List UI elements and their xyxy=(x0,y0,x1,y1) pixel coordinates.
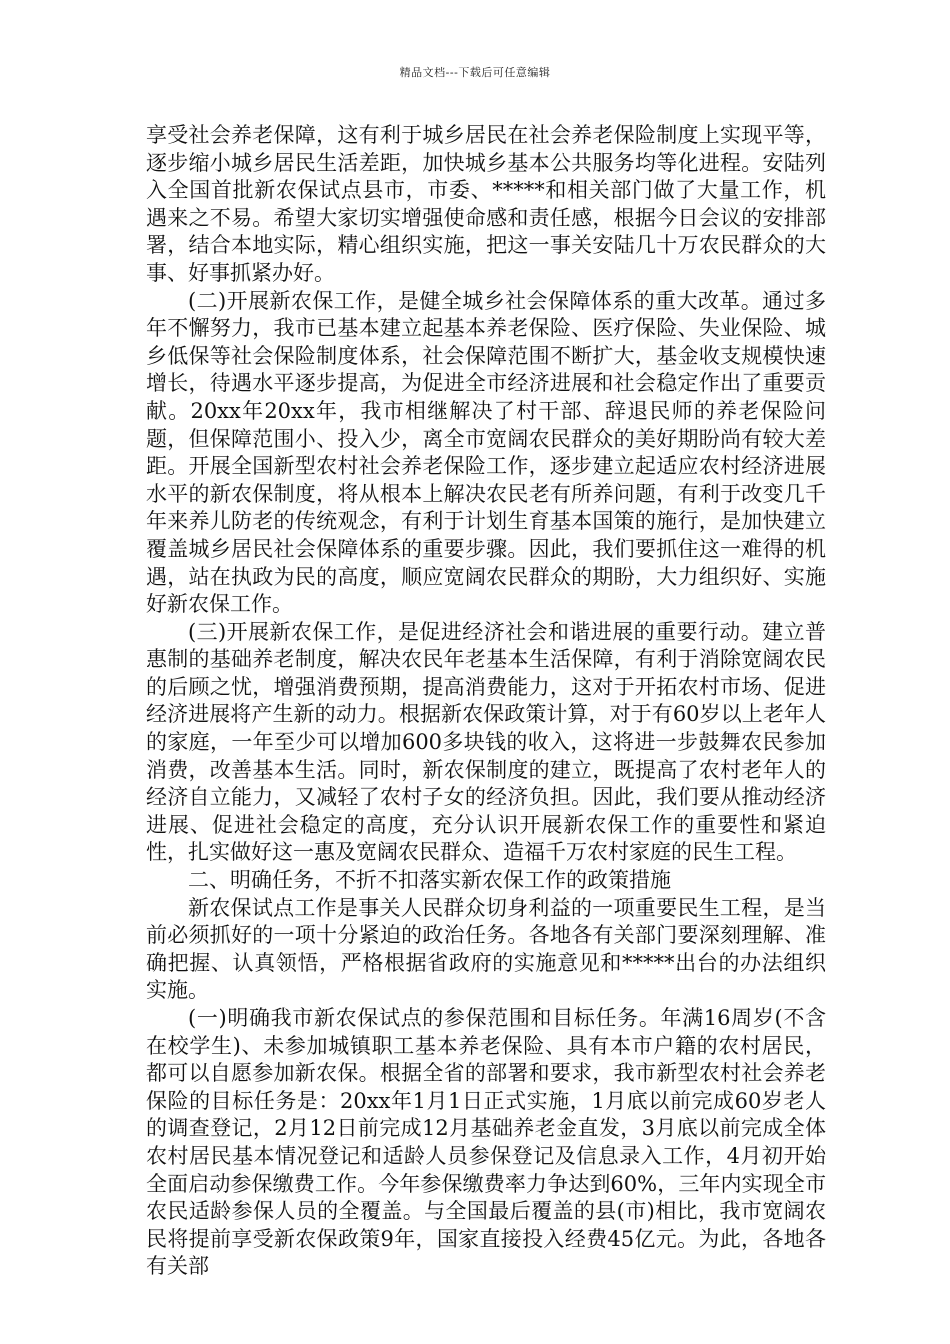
section-heading: 二、明确任务，不折不扣落实新农保工作的政策措施 xyxy=(188,868,671,893)
document-body xyxy=(146,122,826,1281)
page-header: 精品文档---下载后可任意编辑 xyxy=(399,66,551,79)
paragraph-section-3: (三)开展新农保工作，是促进经济社会和谐进展的重要行动。建立普惠制的基础养老制度，解决农民年老基本生活保障，有利于消除宽阔农民的后顾之忧，增强消费预期，提高消费能力，这对于开拓农村市场、促进经济进展将产生新的动力。根据新农保政策计算，对于有60岁以上老年人的家庭，一年至少可以增加600多块钱的收入，这将进一步鼓舞农民参加消费，改善基本生活。同时，新农保制度的建立，既提高了农村老年人的经济自立能力，又减轻了农村子女的经济负担。因此，我们要从推动经济进展、促进社会稳定的高度，充分认识开展新农保工作的重要性和紧迫性，扎实做好这一惠及宽阔农民群众、造福千万农村家庭的民生工程。 xyxy=(146,619,826,865)
paragraph-continuation: 享受社会养老保障，这有利于城乡居民在社会养老保险制度上实现平等，逐步缩小城乡居民生活差距，加快城乡基本公共服务均等化进程。安陆列入全国首批新农保试点县市，市委、*****和相关部门做了大量工作，机遇来之不易。希望大家切实增强使命感和责任感，根据今日会议的安排部署，结合本地实际，精心组织实施，把这一事关安陆几十万农民群众的大事、好事抓紧办好。 xyxy=(146,123,826,285)
paragraph-task-1: (一)明确我市新农保试点的参保范围和目标任务。年满16周岁(不含在校学生)、未参加城镇职工基本养老保险、具有本市户籍的农村居民，都可以自愿参加新农保。根据全省的部署和要求，我市新型农村社会养老保险的目标任务是：20xx年1月1日正式实施，1月底以前完成60岁老人的调查登记，2月12日前完成12月基础养老金直发，3月底以前完成全体农村居民基本情况登记和适龄人员参保登记及信息录入工作，4月初开始全面启动参保缴费工作。今年参保缴费率力争达到60%，三年内实现全市农民适龄参保人员的全覆盖。与全国最后覆盖的县(市)相比，我市宽阔农民将提前享受新农保政策9年，国家直接投入经费45亿元。为此，各地各有关部 xyxy=(146,1006,826,1279)
paragraph-section-2: (二)开展新农保工作，是健全城乡社会保障体系的重大改革。通过多年不懈努力，我市已基本建立起基本养老保险、医疗保险、失业保险、城乡低保等社会保险制度体系，社会保障范围不断扩大，基金收支规模快速增长，待遇水平逐步提高，为促进全市经济进展和社会稳定作出了重要贡献。20xx年20xx年，我市相继解决了村干部、辞退民师的养老保险问题，但保障范围小、投入少，离全市宽阔农民群众的美好期盼尚有较大差距。开展全国新型农村社会养老保险工作，逐步建立起适应农村经济进展水平的新农保制度，将从根本上解决农民老有所养问题，有利于改变几千年来养儿防老的传统观念，有利于计划生育基本国策的施行，是加快建立覆盖城乡居民社会保障体系的重要步骤。因此，我们要抓住这一难得的机遇，站在执政为民的高度，顺应宽阔农民群众的期盼，大力组织好、实施好新农保工作。 xyxy=(146,288,826,617)
paragraph-intro: 新农保试点工作是事关人民群众切身利益的一项重要民生工程，是当前必须抓好的一项十分紧迫的政治任务。各地各有关部门要深刻理解、准确把握、认真领悟，严格根据省政府的实施意见和*****出台的办法组织实施。 xyxy=(146,895,826,1003)
